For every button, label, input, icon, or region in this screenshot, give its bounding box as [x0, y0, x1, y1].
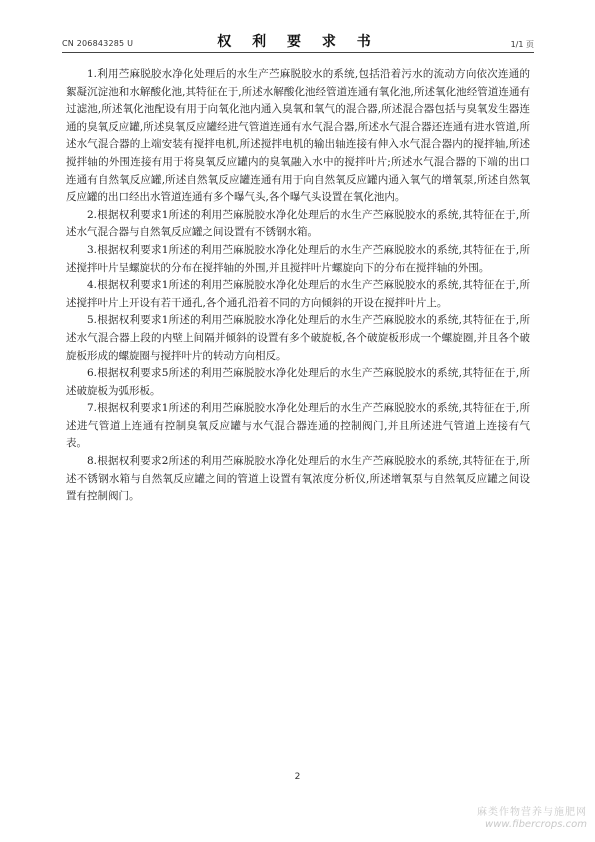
page-header — [62, 30, 534, 53]
page-count: 1/1 页 — [510, 40, 534, 49]
claim-4: 4.根据权利要求1所述的利用苎麻脱胶水净化处理后的水生产苎麻脱胶水的系统,其特征在于,所述搅拌叶片上开设有若干通孔,各个通孔沿着不同的方向倾斜的开设在搅拌叶片上。 — [66, 279, 530, 309]
claim-8: 8.根据权利要求2所述的利用苎麻脱胶水净化处理后的水生产苎麻脱胶水的系统,其特征在于,所述不锈钢水箱与自然氧反应罐之间的管道上设置有氧浓度分析仪,所述增氧泵与自然氧反应罐之间设置有控制阀门。 — [66, 455, 530, 503]
document-number: CN 206843285 U — [62, 39, 134, 48]
claim-6: 6.根据权利要求5所述的利用苎麻脱胶水净化处理后的水生产苎麻脱胶水的系统,其特征在于,所述破旋板为弧形板。 — [66, 367, 530, 397]
claim-3: 3.根据权利要求1所述的利用苎麻脱胶水净化处理后的水生产苎麻脱胶水的系统,其特征在于,所述搅拌叶片呈螺旋状的分布在搅拌轴的外围,并且搅拌叶片螺旋向下的分布在搅拌轴的外围。 — [66, 243, 530, 274]
claim-2: 2.根据权利要求1所述的利用苎麻脱胶水净化处理后的水生产苎麻脱胶水的系统,其特征在于,所述水气混合器与自然氧反应罐之间设置有不锈钢水箱。 — [66, 208, 530, 239]
page-title: 权 利 要 求 书 — [217, 34, 379, 50]
watermark-name: 麻类作物营养与施肥网 — [477, 807, 587, 818]
claims-body — [66, 66, 530, 506]
claim-5: 5.根据权利要求1所述的利用苎麻脱胶水净化处理后的水生产苎麻脱胶水的系统,其特征在于,所述水气混合器上段的内壁上间隔并倾斜的设置有多个破旋板,各个破旋板形成一个螺旋圈,并且各个破旋板形成的螺旋圈与搅拌叶片的转动方向相反。 — [66, 314, 530, 362]
watermark — [477, 807, 587, 831]
watermark-url: www.fibercrops.com — [485, 819, 587, 830]
page-number: 2 — [294, 772, 301, 782]
claim-1: 1.利用苎麻脱胶水净化处理后的水生产苎麻脱胶水的系统,包括沿着污水的流动方向依次连通的絮凝沉淀池和水解酸化池,其特征在于,所述水解酸化池经管道连通有氧化池,所述氧化池经管道连通有过滤池,所述氧化池配设有用于向氧化池内通入臭氧和氧气的混合器,所述混合器包括与臭氧发生器连通的臭氧反应罐,所述臭氧反应罐经进气管道连通有水气混合器,所述水气混合器还连通有进水管道,所述水气混合器的上端安装有搅拌电机,所述搅拌电机的输出轴连接有伸入水气混合器内的搅拌轴,所述搅拌轴的外围连接有用于将臭氧反应罐内的臭氧融入水中的搅拌叶片;所述水气混合器的下端的出口连通有自然氧反应罐,所述自然氧反应罐连通有用于向自然氧反应罐内通入氧气的增氧泵,所述自然氧反应罐的出口经出水管道连通有多个曝气头,各个曝气头设置在氧化池内。 — [66, 68, 530, 204]
claim-7: 7.根据权利要求1所述的利用苎麻脱胶水净化处理后的水生产苎麻脱胶水的系统,其特征在于,所述进气管道上连通有控制臭氧反应罐与水气混合器连通的控制阀门,并且所述进气管道上连接有气表。 — [66, 402, 530, 450]
